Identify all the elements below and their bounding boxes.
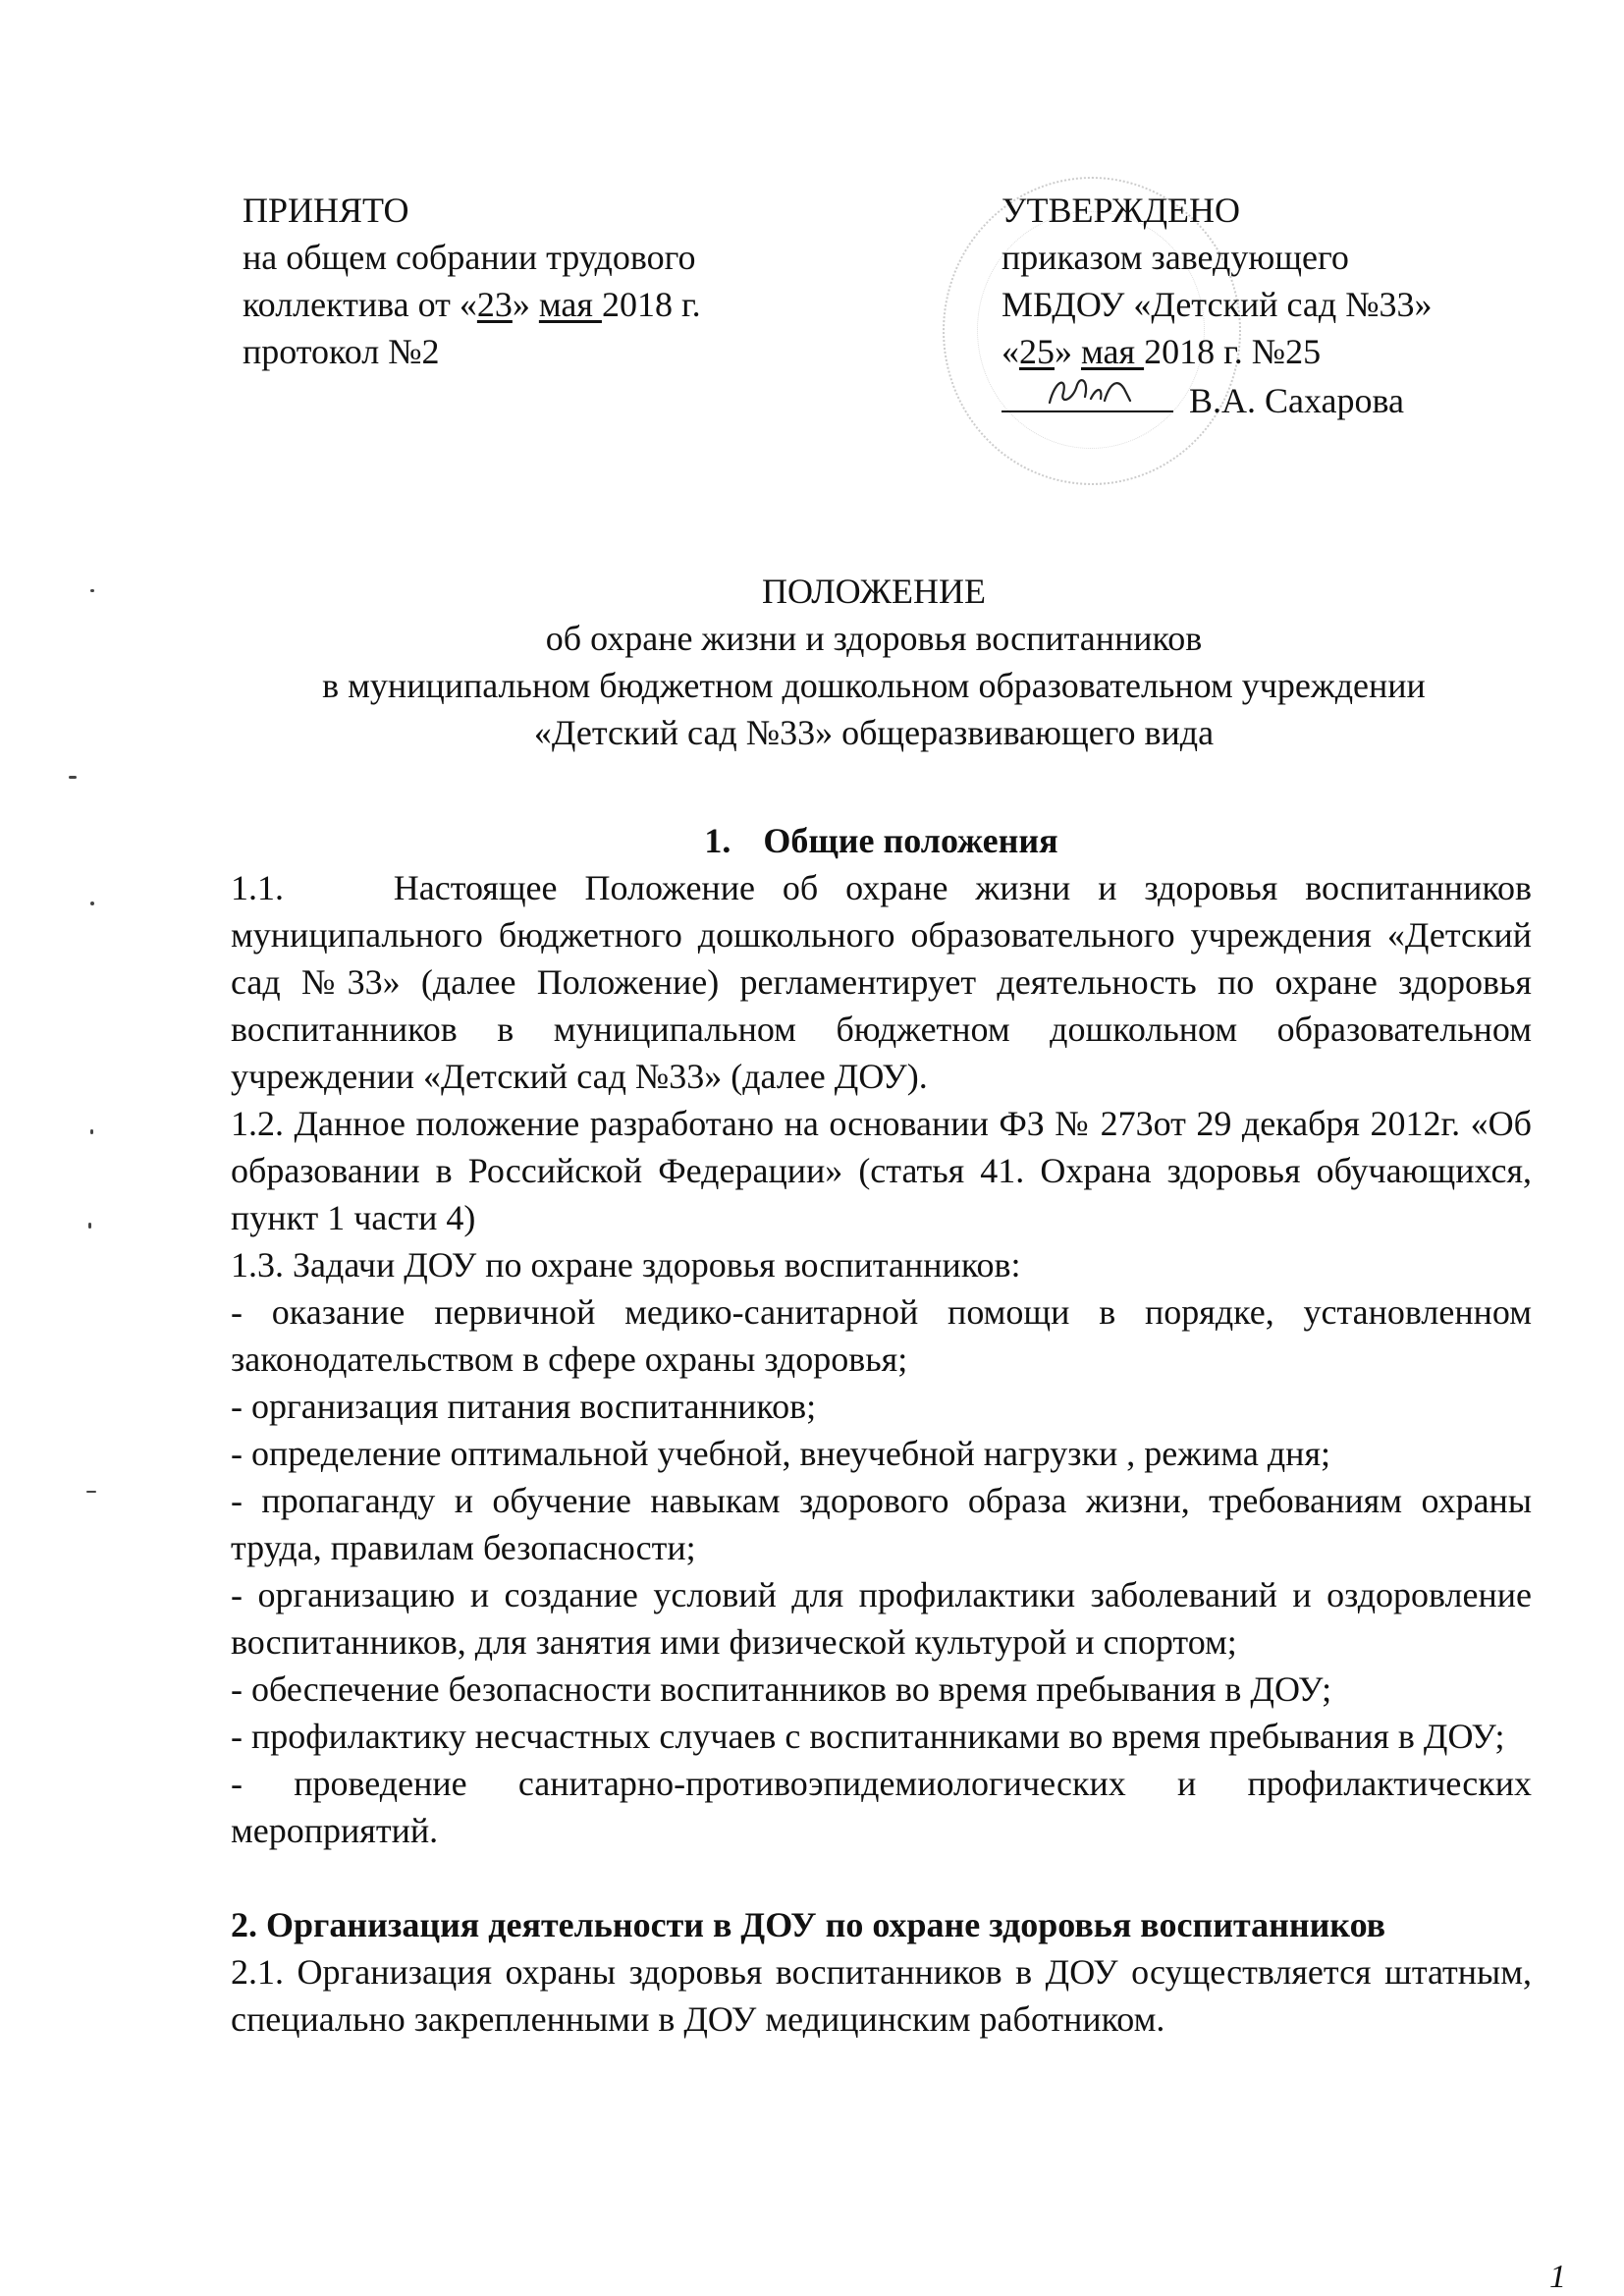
accepted-title: ПРИНЯТО	[243, 191, 409, 230]
task-item: - определение оптимальной учебной, внеучебной нагрузки , режима дня;	[231, 1434, 1331, 1473]
approved-title: УТВЕРЖДЕНО	[1001, 191, 1241, 230]
scan-speck	[90, 589, 94, 592]
paragraph-2-1: 2.1. Организация охраны здоровья воспитанников в ДОУ осуществляется штатным, специально закрепленными в ДОУ медицинским работником.	[231, 1952, 1532, 2039]
approved-line3	[1001, 328, 1610, 375]
accepted-block	[243, 187, 851, 375]
task-item: - пропаганду и обучение навыкам здорового образа жизни, требованиям охраны труда, правилам безопасности;	[231, 1481, 1532, 1567]
accepted-date-mid: »	[512, 285, 539, 324]
task-item: - оказание первичной медико-санитарной помощи в порядке, установленном законодательством в сфере охраны здоровья;	[231, 1292, 1532, 1379]
paragraph-1-3: 1.3. Задачи ДОУ по охране здоровья воспитанников:	[231, 1245, 1021, 1285]
page-number: 1	[1549, 2259, 1566, 2295]
approved-date-prefix: «	[1001, 332, 1019, 371]
accepted-line1: на общем собрании трудового	[243, 238, 696, 277]
handwritten-signature	[1046, 371, 1134, 410]
section-gap	[231, 1854, 1532, 1901]
scan-speck	[90, 1129, 93, 1134]
approved-date-month: мая	[1081, 332, 1145, 371]
approved-date-day: 25	[1019, 332, 1055, 371]
document-body	[231, 817, 1532, 2043]
task-item: - проведение санитарно-противоэпидемиологических и профилактических мероприятий.	[231, 1764, 1532, 1850]
scan-speck	[86, 1491, 96, 1493]
document-subtitle-line2: в муниципальном бюджетном дошкольном образовательном учреждении	[322, 666, 1426, 705]
approved-date-mid: »	[1055, 332, 1081, 371]
approved-block	[1001, 187, 1610, 424]
signature-field	[1001, 375, 1173, 412]
paragraph-1-1: 1.1. Настоящее Положение об охране жизни и здоровья воспитанников муниципального бюджетного дошкольного образовательного учреждения «Детский сад №33» (далее Положение) регламентирует деятельность по охране здоровья воспитанников в муниципальном бюджетном дошкольном образовательном учреждении «Детский сад №33» (далее ДОУ).	[231, 868, 1532, 1096]
task-item: - профилактику несчастных случаев с воспитанниками во время пребывания в ДОУ;	[231, 1717, 1505, 1756]
accepted-date-year: 2018 г.	[601, 285, 701, 324]
approved-signer: В.А. Сахарова	[1189, 381, 1405, 420]
approved-signature-line	[1001, 375, 1610, 424]
scan-speck	[90, 902, 94, 905]
document-title-block	[236, 568, 1512, 756]
accepted-date-prefix: коллектива от «	[243, 285, 477, 324]
accepted-line2	[243, 281, 851, 328]
accepted-protocol: протокол №2	[243, 332, 440, 371]
section2-heading: 2. Организация деятельности в ДОУ по охране здоровья воспитанников	[231, 1905, 1386, 1944]
accepted-date-month: мая	[538, 285, 602, 324]
document-subtitle-line3: «Детский сад №33» общеразвивающего вида	[533, 713, 1215, 752]
section1-number: 1.	[704, 821, 731, 860]
document-title: ПОЛОЖЕНИЕ	[762, 572, 986, 611]
scan-speck	[69, 776, 77, 779]
section1-title: Общие положения	[763, 821, 1058, 860]
approved-line1: приказом заведующего	[1001, 238, 1349, 277]
scan-speck	[88, 1223, 91, 1229]
accepted-date-day: 23	[476, 285, 513, 324]
task-item: - обеспечение безопасности воспитанников во время пребывания в ДОУ;	[231, 1669, 1332, 1709]
paragraph-1-2: 1.2. Данное положение разработано на основании ФЗ № 273от 29 декабря 2012г. «Об образовании в Российской Федерации» (статья 41. Охрана здоровья обучающихся, пункт 1 части 4)	[231, 1104, 1532, 1237]
task-item: - организация питания воспитанников;	[231, 1387, 817, 1426]
document-subtitle-line1: об охране жизни и здоровья воспитанников	[545, 619, 1203, 658]
section1-heading	[231, 817, 1532, 864]
approved-order-number: 2018 г. №25	[1144, 332, 1322, 371]
approved-line2: МБДОУ «Детский сад №33»	[1001, 285, 1433, 324]
task-item: - организацию и создание условий для профилактики заболеваний и оздоровление воспитанников, для занятия ими физической культурой и спортом;	[231, 1575, 1532, 1662]
